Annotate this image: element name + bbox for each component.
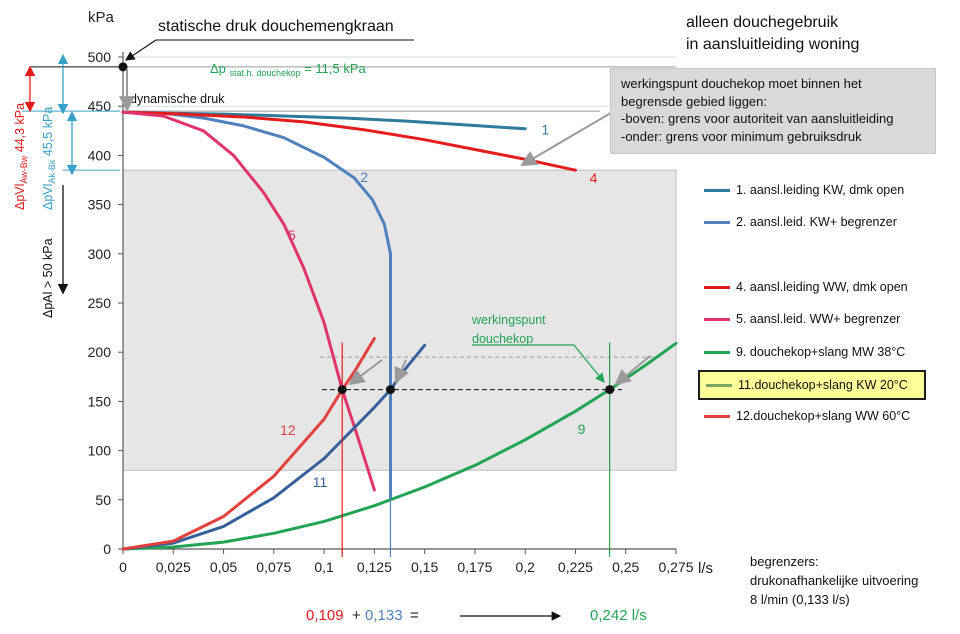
dp-static-head-label: Δp $_{stat.h. douchekop}$ = 11,5 kPa	[210, 61, 366, 78]
callout-line-1: werkingspunt douchekop moet binnen het	[621, 76, 862, 91]
x-tick-label: 0,075	[256, 559, 292, 575]
legend-label: 5. aansl.leid. WW+ begrenzer	[736, 312, 901, 326]
series-label-9: 9	[577, 420, 586, 437]
x-tick-label: 0,025	[155, 559, 191, 575]
operating-point	[605, 385, 614, 394]
callout-line-3: -boven: grens voor autoriteit van aansluitleiding	[621, 111, 894, 126]
legend-swatch	[704, 351, 730, 354]
x-tick-label: 0,125	[356, 559, 392, 575]
chart-heading	[686, 12, 859, 56]
operating-point	[338, 385, 347, 394]
heading-line-1: alleen douchegebruik	[686, 14, 839, 31]
callout-line-2: begrensde gebied liggen:	[621, 93, 768, 109]
x-axis-title: l/s	[698, 560, 713, 577]
y-tick-label: 300	[87, 245, 111, 262]
legend-label: 4. aansl.leiding WW, dmk open	[736, 280, 908, 294]
y-axis-title: kPa	[88, 9, 114, 26]
legend-swatch	[704, 189, 730, 192]
series-label-12: 12	[280, 421, 296, 438]
legend-label: 9. douchekop+slang MW 38°C	[736, 345, 906, 359]
y-tick-label: 450	[87, 98, 111, 115]
equation-term-b: 0,133	[365, 607, 403, 624]
callout-line-4: -onder: grens voor minimum gebruiksdruk	[621, 128, 862, 144]
legend-swatch	[704, 318, 730, 321]
x-tick-label: 0	[119, 559, 127, 575]
limiter-note	[750, 552, 918, 609]
series-label-1: 1	[541, 121, 550, 138]
series-label-11: 11	[312, 474, 328, 491]
y-tick-label: 500	[87, 49, 111, 65]
legend-item-9	[698, 340, 943, 364]
x-tick-label: 0,1	[314, 559, 334, 575]
legend-label: 11.douchekop+slang KW 20°C	[738, 378, 908, 392]
y-tick-label: 350	[87, 196, 111, 213]
left-red-dp-label: ΔpVl$_{Aw-Bw}$ 44,3 kPa	[13, 102, 29, 210]
equation-result: 0,242 l/s	[590, 607, 647, 624]
series-label-5: 5	[288, 227, 296, 244]
y-tick-label: 150	[87, 393, 111, 410]
y-tick-label: 100	[87, 442, 111, 459]
x-tick-label: 0,05	[209, 559, 238, 575]
note-line-3: 8 l/min (0,133 l/s)	[750, 592, 850, 607]
legend-item-11	[698, 370, 926, 400]
operating-range-callout	[610, 68, 936, 154]
legend-item-4	[698, 275, 943, 299]
legend-swatch	[706, 384, 732, 387]
note-line-2: drukonafhankelijke uitvoering	[750, 573, 919, 588]
operating-point	[386, 385, 395, 394]
x-tick-label: 0,275	[658, 559, 694, 575]
x-tick-label: 0,2	[515, 559, 535, 575]
legend-label: 12.douchekop+slang WW 60°C	[736, 409, 911, 423]
series-label-4: 4	[589, 169, 598, 186]
legend-swatch	[704, 221, 730, 224]
legend-item-5	[698, 307, 943, 331]
legend-swatch	[704, 415, 730, 418]
equation-equals: =	[410, 607, 419, 624]
left-black-dp-label: ΔpAl > 50 kPa	[41, 238, 55, 318]
legend-label: 1. aansl.leiding KW, dmk open	[736, 183, 905, 197]
y-tick-label: 250	[87, 295, 111, 311]
x-tick-label: 0,225	[557, 559, 593, 575]
left-blue-dp-label: ΔpVl$_{Ak-Bk}$ 45,5 kPa	[41, 106, 57, 210]
y-tick-label: 0	[103, 541, 111, 557]
y-tick-label: 200	[87, 344, 111, 361]
legend-swatch	[704, 286, 730, 289]
x-tick-label: 0,25	[612, 559, 640, 575]
legend-label: 2. aansl.leid. KW+ begrenzer	[736, 215, 897, 229]
equation-plus: +	[352, 607, 361, 624]
allowed-band	[123, 170, 676, 470]
y-tick-label: 50	[95, 491, 111, 508]
note-line-1: begrenzers:	[750, 554, 819, 569]
dynamic-pressure-label: dynamische druk	[130, 92, 225, 106]
legend-item-12	[698, 404, 943, 428]
series-line-4	[123, 112, 576, 170]
x-tick-label: 0,175	[457, 559, 493, 575]
x-tick-label: 0,15	[411, 559, 439, 575]
werkingspunt-label-1: werkingspunt	[472, 313, 546, 327]
werkingspunt-label-2: douchekop	[472, 332, 534, 346]
heading-line-2: in aansluitleiding woning	[686, 36, 860, 53]
legend-item-1	[698, 178, 943, 202]
legend-item-2	[698, 210, 943, 234]
equation-term-a: 0,109	[306, 607, 344, 624]
y-tick-label: 400	[87, 147, 111, 164]
series-label-2: 2	[360, 168, 369, 185]
static-pressure-label: statische druk douchemengkraan	[158, 18, 394, 35]
